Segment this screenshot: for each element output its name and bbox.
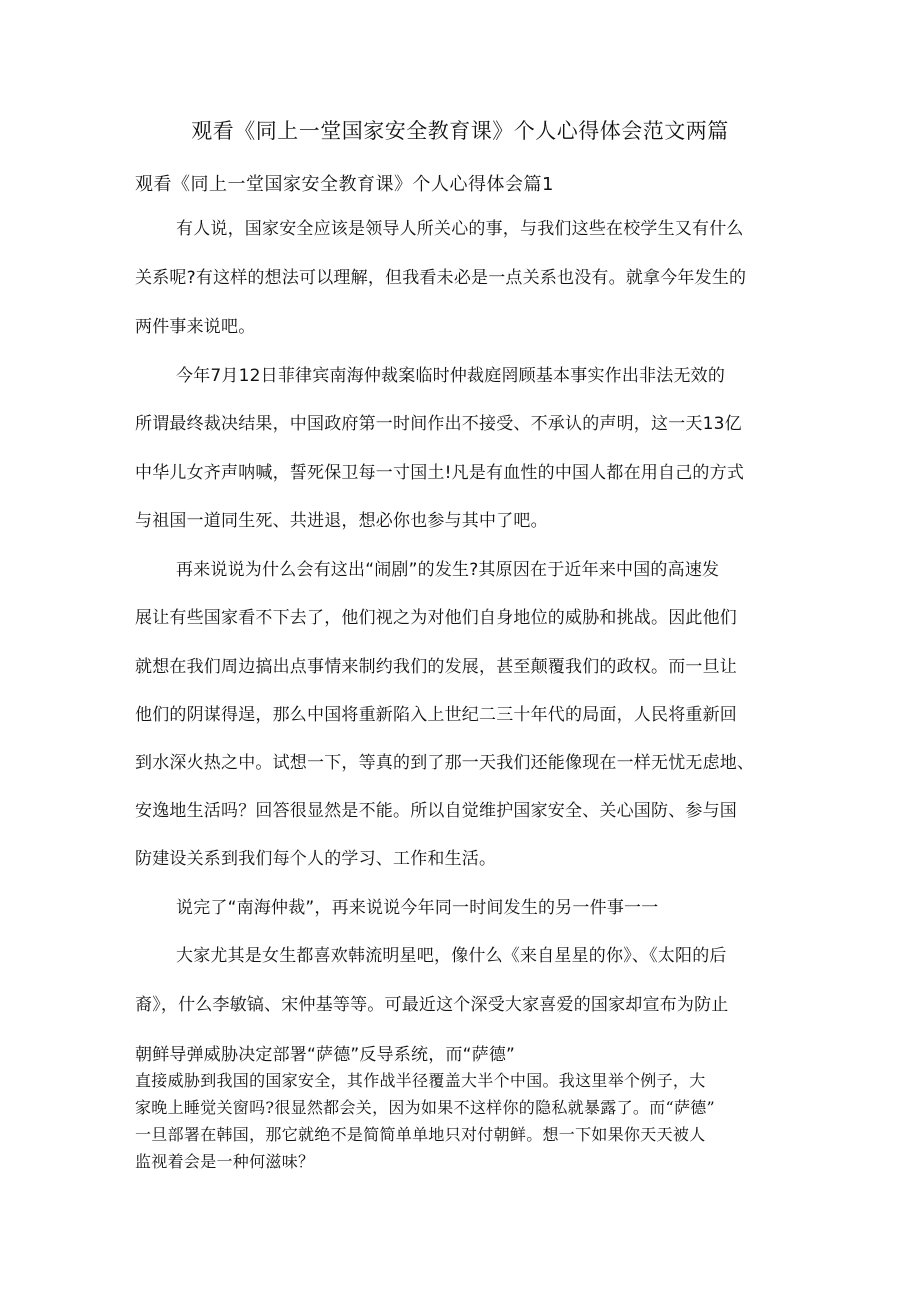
text-line: 一旦部署在韩国，那它就绝不是简简单单地只对付朝鲜。想一下如果你天天被人 <box>135 1125 706 1144</box>
text-line: 安逸地生活吗？回答很显然是不能。所以自觉维护国家安全、关心国防、参与国 <box>135 801 737 821</box>
text-line: 两件事来说吧。 <box>135 317 256 337</box>
text-line: 所谓最终裁决结果，中国政府第一时间作出不接受、不承认的声明，这一天13亿 <box>135 414 742 434</box>
text-line: 朝鲜导弹威胁决定部署“萨德”反导系统，而“萨德” <box>135 1045 516 1065</box>
text-line: 直接威胁到我国的国家安全，其作战半径覆盖大半个中国。我这里举个例子，大 <box>135 1071 706 1090</box>
text-line: 防建设关系到我们每个人的学习、工作和生活。 <box>135 849 497 869</box>
text-line: 说完了“南海仲裁”，再来说说今年同一时间发生的另一件事一一 <box>176 898 659 918</box>
text-line: 与祖国一道同生死、共进退，想必你也参与其中了吧。 <box>135 511 548 531</box>
text-line: 家晚上睡觉关窗吗?很显然都会关，因为如果不这样你的隐私就暴露了。而“萨德” <box>135 1098 716 1117</box>
section-heading: 观看《同上一堂国家安全教育课》个人心得体会篇1 <box>135 174 554 195</box>
text-line: 有人说，国家安全应该是领导人所关心的事，与我们这些在校学生又有什么 <box>176 219 744 239</box>
text-line: 裔》，什么李敏镐、宋仲基等等。可最近这个深受大家喜爱的国家却宣布为防止 <box>135 995 729 1015</box>
text-line: 大家尤其是女生都喜欢韩流明星吧，像什么《来自星星的你》、《太阳的后 <box>176 946 727 966</box>
text-line: 关系呢?有这样的想法可以理解，但我看未必是一点关系也没有。就拿今年发生的 <box>135 268 747 288</box>
text-line: 展让有些国家看不下去了，他们视之为对他们自身地位的威胁和挑战。因此他们 <box>135 608 737 628</box>
text-line: 再来说说为什么会有这出“闹剧”的发生?其原因在于近年来中国的高速发 <box>176 560 720 580</box>
text-line: 今年7月12日菲律宾南海仲裁案临时仲裁庭罔顾基本事实作出非法无效的 <box>176 366 726 386</box>
document-title: 观看《同上一堂国家安全教育课》个人心得体会范文两篇 <box>191 119 729 143</box>
text-line: 中华儿女齐声呐喊，誓死保卫每一寸国土!凡是有血性的中国人都在用自己的方式 <box>135 463 745 483</box>
text-line: 监视着会是一种何滋味？ <box>135 1152 315 1171</box>
text-line: 到水深火热之中。试想一下，等真的到了那一天我们还能像现在一样无忧无虑地、 <box>135 753 755 773</box>
text-line: 就想在我们周边搞出点事情来制约我们的发展，甚至颠覆我们的政权。而一旦让 <box>135 657 737 677</box>
text-line: 他们的阴谋得逞，那么中国将重新陷入上世纪二三十年代的局面，人民将重新回 <box>135 705 737 725</box>
